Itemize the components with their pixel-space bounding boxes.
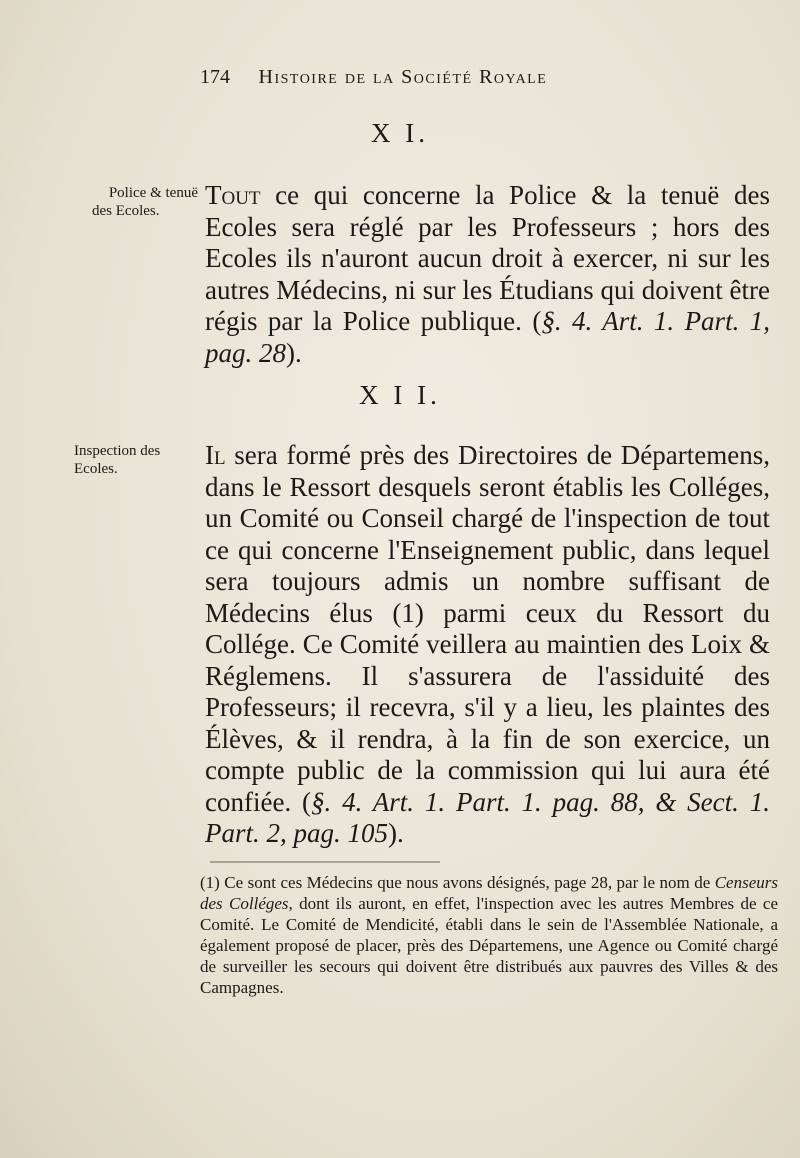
margin-note-police bbox=[86, 184, 198, 220]
section-heading-12: X I I. bbox=[359, 380, 441, 410]
footnote-text: , dont ils auront, en effet, l'inspection avec les autres Membres de ce Comité. Le Comité de Mendicité, établi dans le sein de l'Assemblée Nationale, a également proposé de placer, près des Départemens, une Agence ou Comité chargé de surveiller les secours qui doivent être distribués aux pauvres des Villes & des Campagnes. bbox=[200, 894, 778, 997]
footnote bbox=[200, 872, 778, 998]
paragraph-text: ce qui concerne la Police & la tenuë des Ecoles sera réglé par les Professeurs ; hors des Ecoles ils n'auront aucun droit à exercer, ni sur les autres Médecins, ni sur les Étudians qui doivent être régis par la Police publique. ( bbox=[205, 180, 770, 336]
paragraph-lead: Il bbox=[205, 440, 226, 470]
paragraph-section-11 bbox=[205, 180, 770, 369]
margin-note-inspection bbox=[74, 442, 200, 478]
paragraph-closing: ). bbox=[286, 337, 302, 368]
margin-note-line: des Ecoles. bbox=[92, 203, 160, 219]
running-title: Histoire de la Société Royale bbox=[258, 66, 548, 88]
running-header bbox=[200, 66, 760, 89]
page-number: 174 bbox=[200, 66, 230, 88]
margin-note-line: Inspection des bbox=[74, 443, 161, 459]
footnote-italic: Censeurs des Colléges bbox=[200, 873, 778, 913]
paragraph-reference: §. 4. Art. 1. Part. 1, pag. 28 bbox=[205, 306, 770, 368]
margin-note-line: Ecoles. bbox=[74, 461, 118, 477]
paragraph-lead: Tout bbox=[205, 180, 261, 210]
footnote-text: (1) Ce sont ces Médecins que nous avons désignés, page 28, par le nom de bbox=[200, 873, 715, 892]
margin-note-line: Police & tenuë bbox=[108, 185, 198, 201]
section-heading-11: X I. bbox=[371, 118, 429, 148]
paragraph-closing: ). bbox=[388, 818, 404, 848]
paragraph-text: sera formé près des Directoires de Départemens, dans le Ressort desquels seront établis les Colléges, un Comité ou Conseil chargé de l'inspection de tout ce qui concerne l'Enseignement public, dans lequel sera toujours admis un nombre suffisant de Médecins élus (1) parmi ceux du Ressort du Collége. Ce Comité veillera au maintien des Loix & Réglemens. Il s'assurera de l'assiduité des Professeurs; il recevra, s'il y a lieu, les plaintes des Élèves, & il rendra, à la fin de son exercice, un compte public de la commission qui lui aura été confiée. ( bbox=[205, 440, 770, 817]
paragraph-reference: §. 4. Art. 1. Part. 1. pag. 88, & Sect. 1. Part. 2, pag. 105 bbox=[205, 786, 770, 848]
paragraph-section-12 bbox=[205, 440, 770, 850]
footnote-divider bbox=[210, 860, 770, 864]
